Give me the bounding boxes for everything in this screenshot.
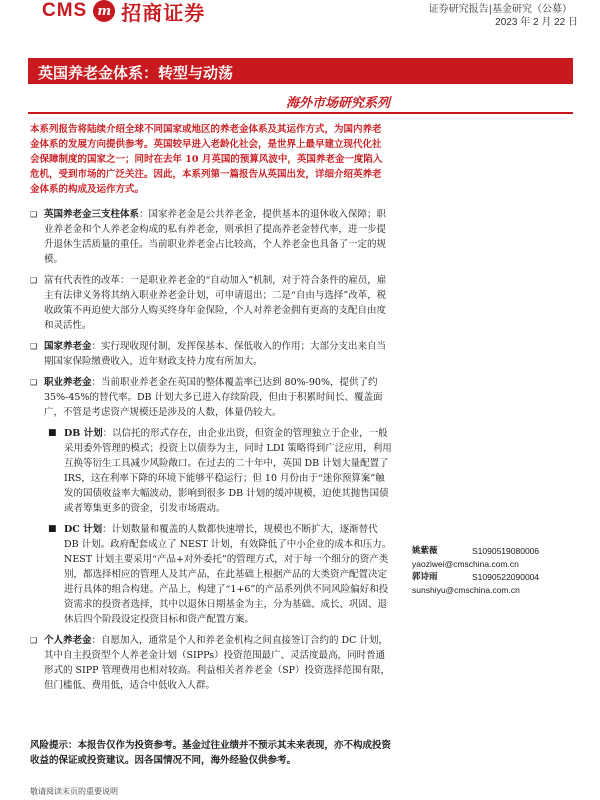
analyst-row [412,545,539,558]
sub-bullet-text: ：计划数量和覆盖的人数都快速增长，规模也不断扩大，逐渐替代 DB 计划。政府配套成立了 NEST 计划，有效降低了中小企业的成本和压力。NEST 计划主要采用“产品+对外委托”的管理方式，对于每一个细分的资产类别，都选择相应的管理人及其产品，在此基础上根据产品的大类资产配置决定进行具体的组合构建。产品上，构建了“1+6”的产品系列供不同风险偏好和投资需求的投资者选择，其中以退休日期基金为主，分为基础、成长、巩固、退休后四个阶段设定投资目标和资产配置方案。 [64,524,392,625]
analyst-row [412,571,539,584]
bullet-lead: 国家养老金 [44,341,92,352]
bullet-item [30,339,393,369]
logo-emblem-icon: m [93,0,115,22]
bullet-item [30,633,393,693]
intro-paragraph: 本系列报告将陆续介绍全球不同国家或地区的养老金体系及其运作方式，为国内养老金体系的发展方向提供参考。英国较早进入老龄化社会，是世界上最早建立现代化社会保障制度的国家之一；同时在去年 10 月英国的预算风波中，英国养老金一度陷入危机，受到市场的广泛关注。因此，本系列第一篇报告从英国出发，详细介绍英养老金体系的构成及运作方式。 [30,124,383,195]
bullet-square-icon: ❑ [30,636,38,645]
bullet-text: ：自愿加入，通常是个人和养老金机构之间直接签订合约的 DC 计划，其中自主投资型个人养老金计划（SIPPs）投资范围最广、灵活度最高，同时普通形式的 SIPP 管理费用也相对较高。利益相关者养老金（SP）投资选择范围有限，但门槛低、费用低，适合中低收入人群。 [44,635,390,691]
bullet-text: ：实行现收现付制，发挥保基本、保低收入的作用；大部分支出来自当期国家保险缴费收入，近年财政支持力度有所加大。 [44,341,387,367]
footer-note: 敬请阅读末页的重要说明 [30,787,118,796]
sub-bullet-lead: DB 计划 [64,428,103,439]
bullet-text: ：国家养老金是公共养老金，提供基本的退休收入保障；职业养老金和个人养老金构成的私有养老金，则承担了提高养老金替代率，进一步提升退休生活质量的重任。当前职业养老金占比较高，个人养老金也具备了一定的规模。 [44,209,387,265]
report-title: 英国养老金体系：转型与动荡 [38,64,234,82]
sub-bullet-lead: DC 计划 [64,524,103,535]
bullet-item [30,207,393,267]
bullet-lead: 个人养老金 [44,635,92,646]
filled-square-icon: ■ [48,524,57,534]
bullet-square-icon: ❑ [30,276,38,285]
bullet-text: ：当前职业养老金在英国的整体覆盖率已达到 80%-90%，提供了约 35%-45%的替代率。DB 计划大多已进入存续阶段，但由于积累时间长、覆盖面广，不管是考虑资产规模还是涉及的人数，体量仍较大。 [44,377,383,418]
logo-chinese-name: 招商证券 [121,0,206,25]
series-name: 海外市场研究系列 [285,96,390,111]
bullet-lead: 英国养老金三支柱体系 [44,209,140,220]
bullet-lead: 职业养老金 [44,377,92,388]
title-bar [28,58,573,84]
bullet-text: 富有代表性的改革：一是职业养老金的“自动加入”机制，对于符合条件的雇员，雇主有法律义务将其纳入职业养老金计划，可申请退出；二是“自由与选择”改革，税收政策不再迫使大部分人购买终身年金保险，个人对养老金拥有更高的支配自由度和灵活性。 [44,275,387,331]
risk-warning: 风险提示：本报告仅作为投资参考。基金过往业绩并不预示其未来表现，亦不构成投资收益的保证或投资建议。因各国情况不同，海外经验仅供参考。 [30,740,392,766]
report-type: 证券研究报告|基金研究（公募） [428,4,572,15]
sub-bullet-text: ：以信托的形式存在，由企业出资，但资金的管理独立于企业，一般采用委外管理的模式；投资上以债券为主，同时 LDI 策略得到广泛应用，利用互换等衍生工具减少风险敞口。在过去的二十年中，英国 DB 计划大量配置了 IRS，这在利率下降的环境下能够平稳运行；但 10 月份由于“迷你预算案”触发的国债收益率大幅波动，影响到很多 DB 计划的缓冲规模，迫使其抛售国债或者筹集更多的资金，引发市场震动。 [64,428,392,514]
bullet-square-icon: ❑ [30,210,38,219]
bullet-square-icon: ❑ [30,342,38,351]
report-header [0,0,600,42]
divider [28,112,573,114]
company-logo [42,0,206,25]
analyst-id: S1090519080006 [472,546,540,556]
analyst-info [412,545,539,597]
logo-latin: CMS [42,0,88,21]
analyst-name: 郭诗雨 [412,572,438,582]
analyst-email: yaoziwei@cmschina.com.cn [412,559,519,569]
analyst-id: S1090522090004 [472,572,540,582]
main-content [30,207,393,699]
analyst-email: sunshiyu@cmschina.com.cn [412,585,520,595]
report-date: 2023 年 2 月 22 日 [495,17,578,28]
bullet-item [30,273,393,333]
filled-square-icon: ■ [48,428,57,438]
bullet-square-icon: ❑ [30,378,38,387]
bullet-item [30,375,393,420]
sub-bullet-item [48,426,393,516]
analyst-name: 姚紫薇 [412,546,438,556]
sub-bullet-item [48,522,393,627]
